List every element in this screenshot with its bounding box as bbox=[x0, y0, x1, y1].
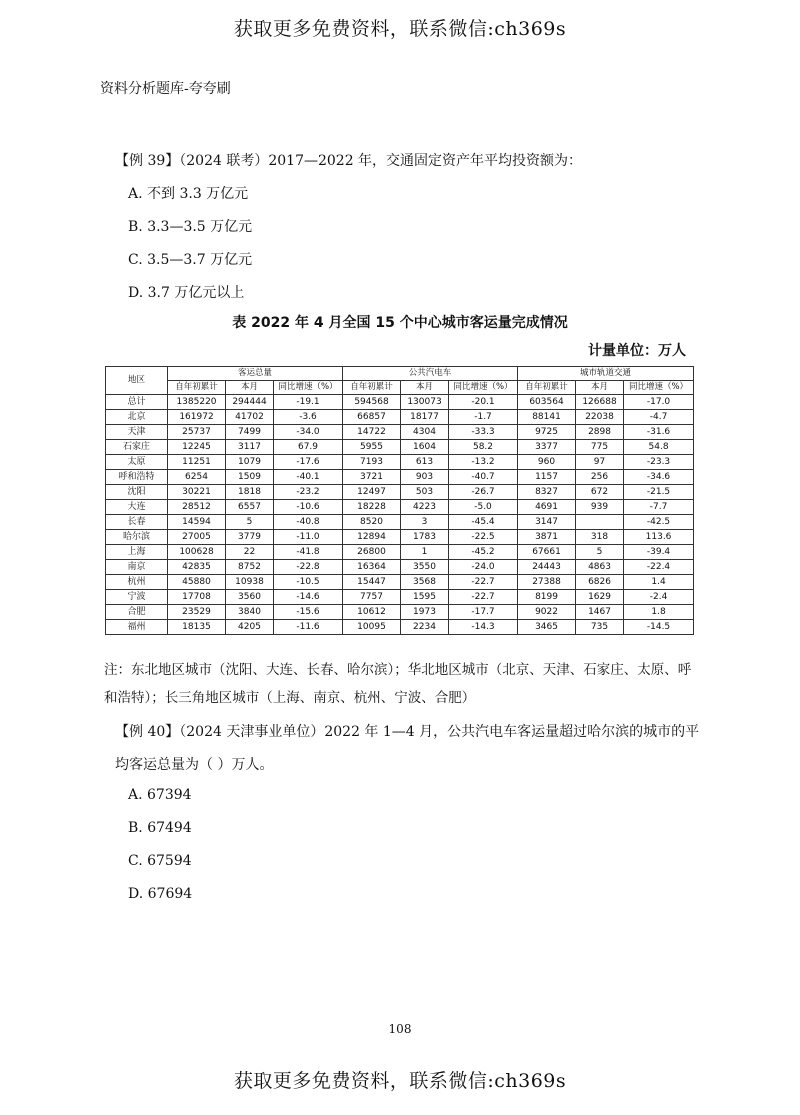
value-cell: 3147 bbox=[518, 515, 576, 530]
table-row bbox=[106, 395, 694, 410]
q40-option-b: B. 67494 bbox=[128, 820, 192, 836]
value-cell: -26.7 bbox=[449, 485, 518, 500]
value-cell: -5.0 bbox=[449, 500, 518, 515]
value-cell: 2898 bbox=[576, 425, 624, 440]
value-cell: 67.9 bbox=[274, 440, 343, 455]
value-cell: 1.4 bbox=[624, 575, 694, 590]
value-cell: 16364 bbox=[343, 560, 401, 575]
value-cell: 3465 bbox=[518, 620, 576, 635]
value-cell: 1595 bbox=[401, 590, 449, 605]
value-cell: 3840 bbox=[226, 605, 274, 620]
value-cell: 256 bbox=[576, 470, 624, 485]
value-cell: 318 bbox=[576, 530, 624, 545]
value-cell: -20.1 bbox=[449, 395, 518, 410]
value-cell: 54.8 bbox=[624, 440, 694, 455]
table-row bbox=[106, 560, 694, 575]
region-cell: 哈尔滨 bbox=[106, 530, 168, 545]
value-cell: -10.5 bbox=[274, 575, 343, 590]
value-cell: 735 bbox=[576, 620, 624, 635]
value-cell: 27388 bbox=[518, 575, 576, 590]
value-cell: 1629 bbox=[576, 590, 624, 605]
value-cell: 27005 bbox=[168, 530, 226, 545]
region-cell: 石家庄 bbox=[106, 440, 168, 455]
table-row bbox=[106, 530, 694, 545]
table-note: 注：东北地区城市（沈阳、大连、长春、哈尔滨）；华北地区城市（北京、天津、石家庄、太原、呼和浩特）；长三角地区城市（上海、南京、杭州、宁波、合肥） bbox=[104, 662, 692, 706]
region-cell: 太原 bbox=[106, 455, 168, 470]
value-cell: 18177 bbox=[401, 410, 449, 425]
value-cell: 1.8 bbox=[624, 605, 694, 620]
group-header-total: 客运总量 bbox=[168, 367, 343, 381]
value-cell: -13.2 bbox=[449, 455, 518, 470]
region-cell: 福州 bbox=[106, 620, 168, 635]
subheader: 同比增速（%） bbox=[449, 381, 518, 395]
passenger-volume-table bbox=[105, 366, 694, 635]
value-cell: 9725 bbox=[518, 425, 576, 440]
value-cell: 2234 bbox=[401, 620, 449, 635]
value-cell: 6254 bbox=[168, 470, 226, 485]
value-cell: -22.7 bbox=[449, 575, 518, 590]
value-cell: 22038 bbox=[576, 410, 624, 425]
table-body bbox=[106, 395, 694, 635]
value-cell: -1.7 bbox=[449, 410, 518, 425]
region-cell: 南京 bbox=[106, 560, 168, 575]
value-cell: 23529 bbox=[168, 605, 226, 620]
region-header: 地区 bbox=[106, 367, 168, 395]
value-cell: 130073 bbox=[401, 395, 449, 410]
table-row bbox=[106, 515, 694, 530]
value-cell: 14594 bbox=[168, 515, 226, 530]
value-cell: 14722 bbox=[343, 425, 401, 440]
value-cell: 3560 bbox=[226, 590, 274, 605]
value-cell: -45.4 bbox=[449, 515, 518, 530]
value-cell: 8199 bbox=[518, 590, 576, 605]
group-header-bus: 公共汽电车 bbox=[343, 367, 518, 381]
value-cell: 3568 bbox=[401, 575, 449, 590]
value-cell: 113.6 bbox=[624, 530, 694, 545]
value-cell: -41.8 bbox=[274, 545, 343, 560]
value-cell: 1467 bbox=[576, 605, 624, 620]
table-row bbox=[106, 575, 694, 590]
value-cell: 10095 bbox=[343, 620, 401, 635]
value-cell: -19.1 bbox=[274, 395, 343, 410]
value-cell: 5955 bbox=[343, 440, 401, 455]
value-cell: 8520 bbox=[343, 515, 401, 530]
question-39-text: 【例 39】（2024 联考）2017—2022 年，交通固定资产年平均投资额为： bbox=[115, 153, 583, 169]
value-cell: 1 bbox=[401, 545, 449, 560]
value-cell: -21.5 bbox=[624, 485, 694, 500]
value-cell: -23.2 bbox=[274, 485, 343, 500]
value-cell: 42835 bbox=[168, 560, 226, 575]
value-cell: 1079 bbox=[226, 455, 274, 470]
value-cell: 672 bbox=[576, 485, 624, 500]
value-cell: 603564 bbox=[518, 395, 576, 410]
region-cell: 杭州 bbox=[106, 575, 168, 590]
value-cell: 939 bbox=[576, 500, 624, 515]
value-cell: 3721 bbox=[343, 470, 401, 485]
value-cell: 88141 bbox=[518, 410, 576, 425]
value-cell: 161972 bbox=[168, 410, 226, 425]
value-cell: 594568 bbox=[343, 395, 401, 410]
page-number: 108 bbox=[388, 1022, 412, 1036]
table-row bbox=[106, 440, 694, 455]
value-cell: -15.6 bbox=[274, 605, 343, 620]
value-cell: -45.2 bbox=[449, 545, 518, 560]
value-cell: 3377 bbox=[518, 440, 576, 455]
question-40-text: 【例 40】（2024 天津事业单位）2022 年 1—4 月，公共汽电车客运量超过哈尔滨的城市的平均客运总量为（ ）万人。 bbox=[115, 724, 700, 773]
header-subtitle: 资料分析题库-夸夸刷 bbox=[100, 81, 231, 97]
value-cell: -11.6 bbox=[274, 620, 343, 635]
region-cell: 呼和浩特 bbox=[106, 470, 168, 485]
value-cell: 903 bbox=[401, 470, 449, 485]
q39-option-c: C. 3.5—3.7 万亿元 bbox=[128, 252, 253, 268]
table-row bbox=[106, 470, 694, 485]
value-cell: 4863 bbox=[576, 560, 624, 575]
q40-option-a: A. 67394 bbox=[128, 787, 192, 803]
subheader: 同比增速（%） bbox=[274, 381, 343, 395]
q39-option-d: D. 3.7 万亿元以上 bbox=[128, 285, 245, 301]
value-cell: 503 bbox=[401, 485, 449, 500]
value-cell: -22.4 bbox=[624, 560, 694, 575]
value-cell: -4.7 bbox=[624, 410, 694, 425]
value-cell: -31.6 bbox=[624, 425, 694, 440]
value-cell: 67661 bbox=[518, 545, 576, 560]
value-cell: 58.2 bbox=[449, 440, 518, 455]
value-cell: 613 bbox=[401, 455, 449, 470]
value-cell: 26800 bbox=[343, 545, 401, 560]
value-cell: -22.8 bbox=[274, 560, 343, 575]
value-cell: 775 bbox=[576, 440, 624, 455]
group-header-rail: 城市轨道交通 bbox=[518, 367, 694, 381]
value-cell: 3 bbox=[401, 515, 449, 530]
table-row bbox=[106, 620, 694, 635]
region-cell: 长春 bbox=[106, 515, 168, 530]
value-cell: -14.5 bbox=[624, 620, 694, 635]
value-cell: 294444 bbox=[226, 395, 274, 410]
region-cell: 总计 bbox=[106, 395, 168, 410]
value-cell: 4205 bbox=[226, 620, 274, 635]
value-cell: 100628 bbox=[168, 545, 226, 560]
value-cell: 11251 bbox=[168, 455, 226, 470]
value-cell: 12894 bbox=[343, 530, 401, 545]
value-cell: 12497 bbox=[343, 485, 401, 500]
value-cell: -34.0 bbox=[274, 425, 343, 440]
table-row bbox=[106, 545, 694, 560]
value-cell: 15447 bbox=[343, 575, 401, 590]
value-cell: 12245 bbox=[168, 440, 226, 455]
q39-option-a: A. 不到 3.3 万亿元 bbox=[128, 186, 249, 202]
value-cell: 22 bbox=[226, 545, 274, 560]
value-cell: -17.0 bbox=[624, 395, 694, 410]
value-cell: 126688 bbox=[576, 395, 624, 410]
table-row bbox=[106, 500, 694, 515]
value-cell: 66857 bbox=[343, 410, 401, 425]
value-cell: 18228 bbox=[343, 500, 401, 515]
region-cell: 天津 bbox=[106, 425, 168, 440]
value-cell: 3117 bbox=[226, 440, 274, 455]
subheader: 自年初累计 bbox=[343, 381, 401, 395]
value-cell: 7757 bbox=[343, 590, 401, 605]
value-cell: 41702 bbox=[226, 410, 274, 425]
value-cell: 7193 bbox=[343, 455, 401, 470]
value-cell: -24.0 bbox=[449, 560, 518, 575]
value-cell: 1783 bbox=[401, 530, 449, 545]
region-cell: 沈阳 bbox=[106, 485, 168, 500]
value-cell: -39.4 bbox=[624, 545, 694, 560]
table-title: 表 2022 年 4 月全国 15 个中心城市客运量完成情况 bbox=[232, 315, 568, 331]
region-cell: 大连 bbox=[106, 500, 168, 515]
value-cell: 97 bbox=[576, 455, 624, 470]
top-banner: 获取更多免费资料，联系微信:ch369s bbox=[233, 18, 567, 40]
value-cell: 7499 bbox=[226, 425, 274, 440]
value-cell: -10.6 bbox=[274, 500, 343, 515]
value-cell: 1973 bbox=[401, 605, 449, 620]
value-cell: -17.7 bbox=[449, 605, 518, 620]
value-cell: 4223 bbox=[401, 500, 449, 515]
value-cell: 10938 bbox=[226, 575, 274, 590]
value-cell: 8752 bbox=[226, 560, 274, 575]
subheader: 自年初累计 bbox=[518, 381, 576, 395]
value-cell: 3871 bbox=[518, 530, 576, 545]
value-cell: -34.6 bbox=[624, 470, 694, 485]
value-cell: 3779 bbox=[226, 530, 274, 545]
subheader: 本月 bbox=[576, 381, 624, 395]
subheader: 同比增速（%） bbox=[624, 381, 694, 395]
value-cell: -40.8 bbox=[274, 515, 343, 530]
table-row bbox=[106, 590, 694, 605]
q40-option-d: D. 67694 bbox=[128, 886, 193, 902]
value-cell: -40.7 bbox=[449, 470, 518, 485]
value-cell: 3550 bbox=[401, 560, 449, 575]
value-cell: 10612 bbox=[343, 605, 401, 620]
table-unit: 计量单位：万人 bbox=[588, 343, 686, 359]
value-cell: -22.5 bbox=[449, 530, 518, 545]
subheader: 本月 bbox=[401, 381, 449, 395]
table-row bbox=[106, 455, 694, 470]
value-cell: 1604 bbox=[401, 440, 449, 455]
region-cell: 上海 bbox=[106, 545, 168, 560]
value-cell: -22.7 bbox=[449, 590, 518, 605]
value-cell: 1157 bbox=[518, 470, 576, 485]
region-cell: 宁波 bbox=[106, 590, 168, 605]
subheader: 自年初累计 bbox=[168, 381, 226, 395]
subheader: 本月 bbox=[226, 381, 274, 395]
value-cell: 9022 bbox=[518, 605, 576, 620]
value-cell: 45880 bbox=[168, 575, 226, 590]
value-cell: -17.6 bbox=[274, 455, 343, 470]
value-cell: 30221 bbox=[168, 485, 226, 500]
value-cell: -7.7 bbox=[624, 500, 694, 515]
q40-option-c: C. 67594 bbox=[128, 853, 192, 869]
data-table-container bbox=[105, 366, 693, 635]
value-cell: -3.6 bbox=[274, 410, 343, 425]
value-cell: 28512 bbox=[168, 500, 226, 515]
value-cell: 25737 bbox=[168, 425, 226, 440]
value-cell: -2.4 bbox=[624, 590, 694, 605]
value-cell: 5 bbox=[576, 545, 624, 560]
q39-option-b: B. 3.3—3.5 万亿元 bbox=[128, 219, 253, 235]
value-cell: 4691 bbox=[518, 500, 576, 515]
value-cell: 8327 bbox=[518, 485, 576, 500]
value-cell bbox=[576, 515, 624, 530]
value-cell: 1385220 bbox=[168, 395, 226, 410]
value-cell: 17708 bbox=[168, 590, 226, 605]
value-cell: 6826 bbox=[576, 575, 624, 590]
table-row bbox=[106, 605, 694, 620]
region-cell: 北京 bbox=[106, 410, 168, 425]
value-cell: -11.0 bbox=[274, 530, 343, 545]
value-cell: 1818 bbox=[226, 485, 274, 500]
value-cell: 5 bbox=[226, 515, 274, 530]
value-cell: -33.3 bbox=[449, 425, 518, 440]
value-cell: 1509 bbox=[226, 470, 274, 485]
value-cell: 4304 bbox=[401, 425, 449, 440]
value-cell: -14.3 bbox=[449, 620, 518, 635]
value-cell: -40.1 bbox=[274, 470, 343, 485]
value-cell: 960 bbox=[518, 455, 576, 470]
value-cell: -14.6 bbox=[274, 590, 343, 605]
value-cell: -42.5 bbox=[624, 515, 694, 530]
table-row bbox=[106, 485, 694, 500]
value-cell: -23.3 bbox=[624, 455, 694, 470]
table-row bbox=[106, 425, 694, 440]
value-cell: 24443 bbox=[518, 560, 576, 575]
value-cell: 18135 bbox=[168, 620, 226, 635]
table-row bbox=[106, 410, 694, 425]
value-cell: 6557 bbox=[226, 500, 274, 515]
region-cell: 合肥 bbox=[106, 605, 168, 620]
bottom-banner: 获取更多免费资料，联系微信:ch369s bbox=[233, 1070, 567, 1092]
